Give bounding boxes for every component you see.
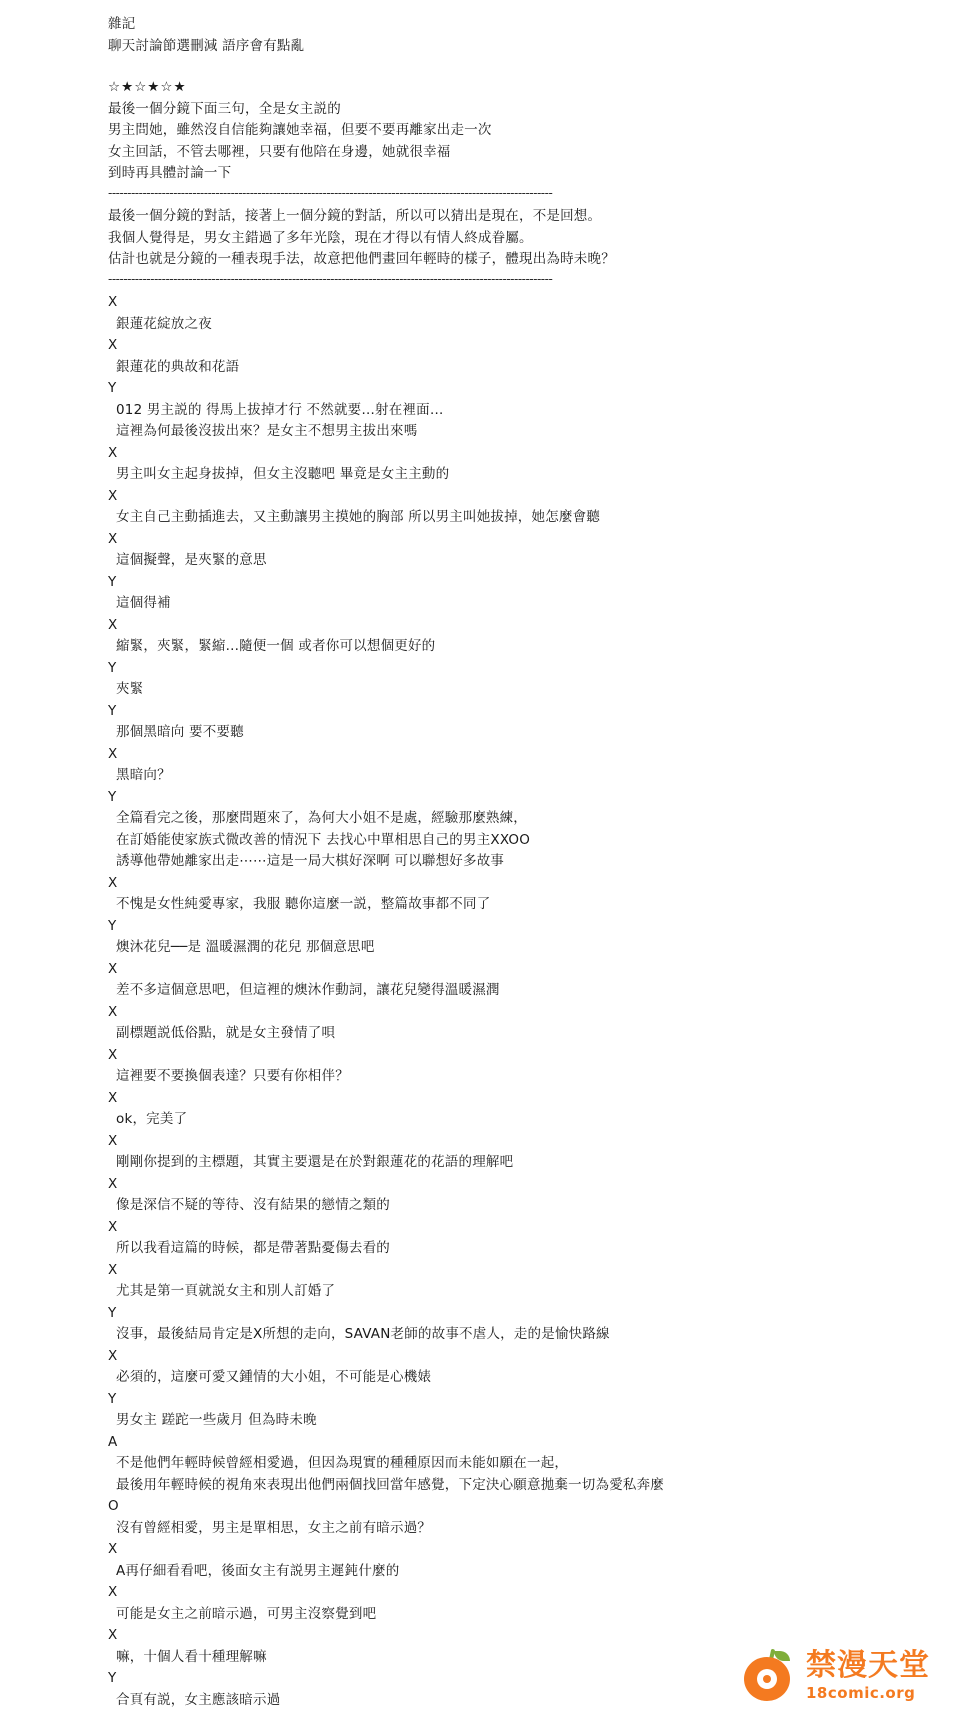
note-block [108,206,920,271]
chat-speaker-tag: Y [108,1390,117,1407]
chat-speaker-tag: Y [108,380,117,396]
header-line: 聊天討論節選刪減 語序會有點亂 [108,37,305,54]
chat-message-line: 沒事，最後結局肯定是X所想的走向，SAVAN老師的故事不虐人，走的是愉快路線 [116,1326,610,1342]
chat-message-line: 全篇看完之後，那麼問題來了，為何大小姐不是處，經驗那麼熟練， [116,810,527,826]
chat-speaker-tag: X [108,337,118,353]
intro-line: 女主回話，不管去哪裡，只要有他陪在身邊，她就很幸福 [108,143,451,160]
intro-block [108,99,920,185]
watermark-text [806,1648,930,1702]
chat-message-line: 所以我看這篇的時候，都是帶著點憂傷去看的 [116,1240,390,1256]
chat-message-line: 像是深信不疑的等待、沒有結果的戀情之類的 [116,1197,390,1213]
chat-message-line: 不愧是女性純愛專家，我服 聽你這麼一説，整篇故事都不同了 [116,896,491,912]
chat-speaker-tag: X [108,1175,118,1192]
chat-speaker-tag: X [108,1584,118,1600]
chat-message-line: 最後用年輕時候的視角來表現出他們兩個找回當年感覺，下定決心願意拋棄一切為愛私奔麼 [116,1476,664,1493]
chat-speaker-tag: X [108,1627,118,1643]
intro-line: 到時再具體討論一下 [108,165,232,181]
chat-speaker-tag: X [108,294,118,310]
header-block [108,14,920,57]
chat-message-line: 嘛，十個人看十種理解嘛 [116,1648,267,1665]
note-line: 我個人覺得是，男女主錯過了多年光陰，現在才得以有情人終成眷屬。 [108,229,533,246]
chat-speaker-tag: A [108,1433,118,1450]
chat-speaker-tag: Y [108,573,117,590]
chat-message-line: A再仔細看看吧，後面女主有説男主遲鈍什麼的 [116,1562,400,1579]
chat-speaker-tag: X [108,1261,118,1278]
chat-message-line: 剛剛你提到的主標題，其實主要還是在於對銀蓮花的花語的理解吧 [116,1154,514,1170]
stars-divider: ☆★☆★☆★ [108,79,187,95]
chat-message-line: 男女主 蹉跎一些歲月 但為時未晚 [116,1412,317,1428]
chat-message-line: 沒有曾經相愛，男主是單相思，女主之前有暗示過？ [116,1519,432,1536]
chat-speaker-tag: Y [108,917,117,934]
chat-speaker-tag: Y [108,659,117,676]
header-line: 雜記 [108,16,136,32]
chat-speaker-tag: Y [108,1670,117,1686]
chat-message-line: 那個黑暗向 要不要聽 [116,724,244,740]
chat-message-line: 銀蓮花綻放之夜 [116,315,212,332]
chat-message-line: 銀蓮花的典故和花語 [116,358,240,375]
chat-speaker-tag: Y [108,702,117,719]
orange-mascot-icon [744,1649,798,1703]
chat-message-line: 差不多這個意思吧，但這裡的燠沐作動詞，讓花兒變得溫暖濕潤 [116,982,500,998]
intro-line: 最後一個分鏡下面三句，全是女主説的 [108,100,341,117]
chat-speaker-tag: X [108,745,118,762]
chat-speaker-tag: X [108,1218,118,1235]
chat-speaker-tag: X [108,960,118,977]
chat-message-line: 不是他們年輕時候曾經相愛過，但因為現實的種種原因而未能如願在一起， [116,1455,569,1471]
chat-message-line: 夾緊 [116,681,144,697]
chat-speaker-tag: O [108,1498,119,1514]
chat-message-line: 縮緊，夾緊，緊縮...隨便一個 或者你可以想個更好的 [116,638,436,654]
pupil-shape [763,1675,771,1683]
chat-message-line: ok，完美了 [116,1111,188,1127]
chat-message-line: 男主叫女主起身拔掉，但女主沒聽吧 畢竟是女主主動的 [116,466,450,482]
chat-message-line: 這個得補 [116,595,171,611]
intro-line: 男主問她，雖然沒自信能夠讓她幸福，但要不要再離家出走一次 [108,122,492,138]
chat-message-line: 燠沐花兒──是 溫暖濕潤的花兒 那個意思吧 [116,939,375,955]
chat-speaker-tag: X [108,444,118,461]
chat-speaker-tag: X [108,530,118,547]
chat-speaker-tag: Y [108,788,117,805]
chat-message-line: 在訂婚能使家族式微改善的情況下 去找心中單相思自己的男主XXOO [116,831,531,848]
chat-log [108,292,920,1711]
note-line: 最後一個分鏡的對話，接著上一個分鏡的對話，所以可以猜出是現在，不是回想。 [108,208,602,224]
chat-speaker-tag: X [108,1347,118,1364]
watermark-title: 禁漫天堂 [806,1648,930,1683]
site-watermark [744,1649,930,1703]
chat-speaker-tag: X [108,1089,118,1106]
chat-message-line: 女主自己主動插進去，又主動讓男主摸她的胸部 所以男主叫她拔掉，她怎麼會聽 [116,509,600,525]
watermark-subtitle: 18comic.org [806,1684,916,1702]
chat-message-line: 合頁有説，女主應該暗示過 [116,1691,281,1708]
chat-message-line: 這個擬聲，是夾緊的意思 [116,552,267,568]
chat-speaker-tag: X [108,1046,118,1063]
spacer [108,57,920,77]
divider-bottom: -------------------------------------------------------------------------------------------------------------------- [108,271,553,286]
divider-top: -------------------------------------------------------------------------------------------------------------------- [108,185,553,200]
chat-message-line: 尤其是第一頁就説女主和別人訂婚了 [116,1283,336,1299]
chat-message-line: 可能是女主之前暗示過，可男主沒察覺到吧 [116,1605,377,1622]
chat-message-line: 黑暗向？ [116,767,171,783]
chat-speaker-tag: X [108,487,118,504]
chat-message-line: 012 男主説的 得馬上拔掉才行 不然就要…射在裡面… [116,401,444,418]
chat-message-line: 誘導他帶她離家出走⋯⋯這是一局大棋好深啊 可以聯想好多故事 [116,853,505,869]
chat-message-line: 必須的，這麼可愛又鍾情的大小姐，不可能是心機婊 [116,1369,432,1385]
chat-speaker-tag: X [108,1541,118,1557]
chat-speaker-tag: X [108,874,118,891]
chat-speaker-tag: X [108,1003,118,1020]
chat-speaker-tag: Y [108,1304,117,1321]
chat-speaker-tag: X [108,616,118,633]
chat-message-line: 副標題説低俗點，就是女主發情了唄 [116,1025,336,1041]
chat-speaker-tag: X [108,1132,118,1149]
chat-message-line: 這裡要不要換個表達？只要有你相伴？ [116,1068,349,1084]
chat-message-line: 這裡為何最後沒拔出來？是女主不想男主拔出來嗎 [116,423,418,439]
note-line: 估計也就是分鏡的一種表現手法，故意把他們畫回年輕時的樣子，體現出為時未晚？ [108,251,615,267]
